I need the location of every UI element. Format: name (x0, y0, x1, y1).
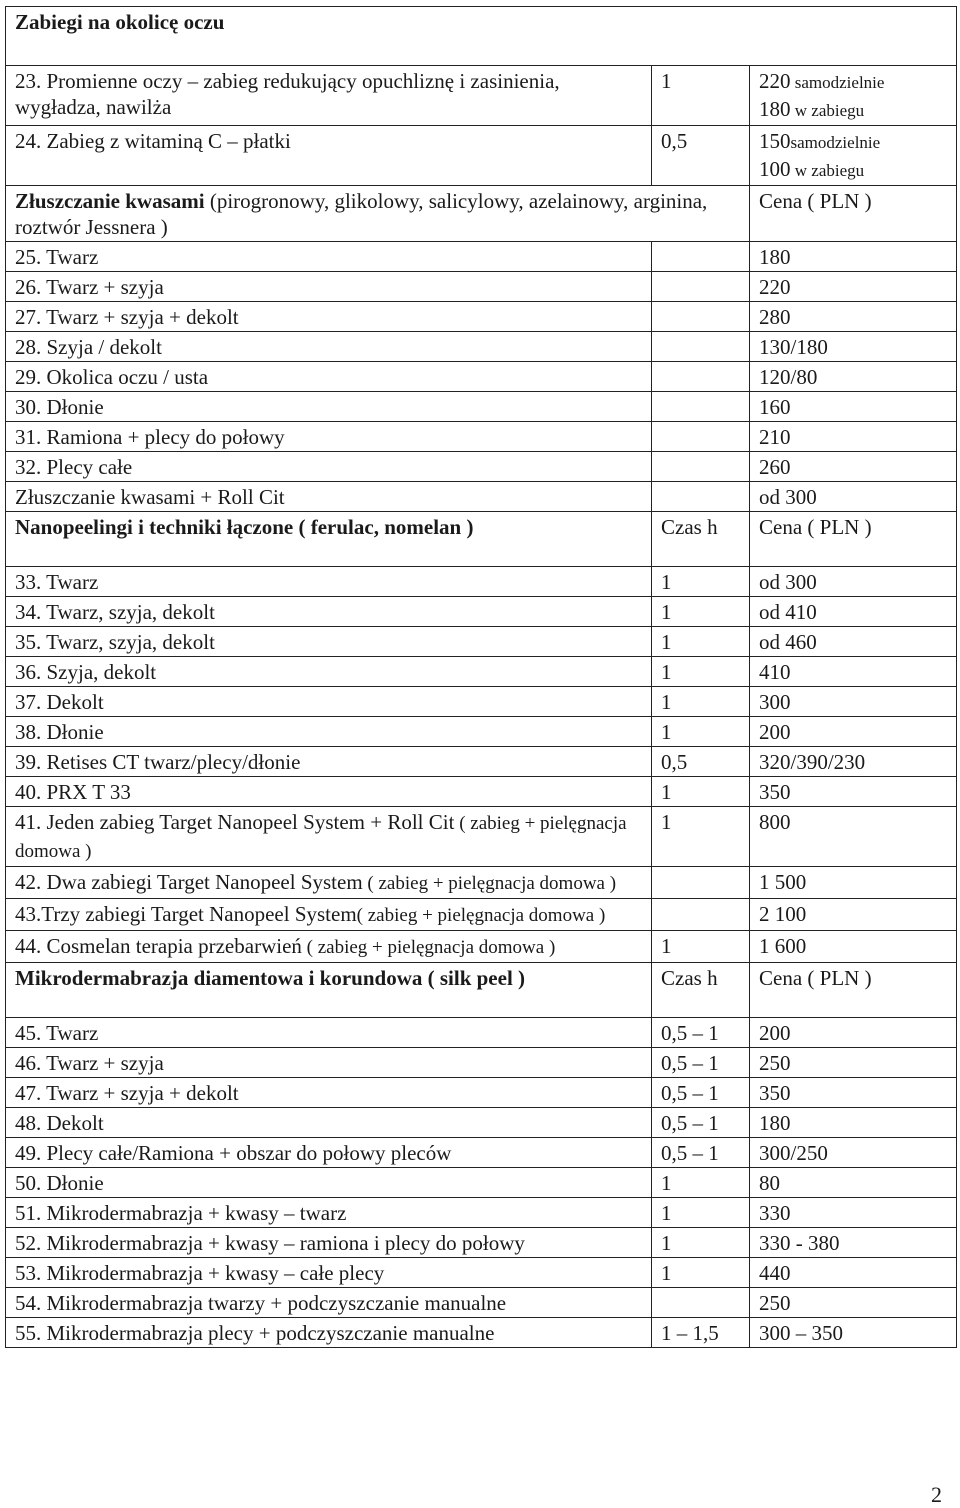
treatment-title: 41. Jeden zabieg Target Nanopeel System + Roll Cit (15, 810, 455, 834)
treatment-price: 320/390/230 (750, 747, 957, 777)
treatment-price: 300/250 (750, 1138, 957, 1168)
treatment-time: 1 (652, 931, 750, 963)
treatment-price (750, 126, 957, 186)
section-header-row (6, 7, 957, 66)
treatment-time: 1 (652, 807, 750, 867)
treatment-name: 35. Twarz, szyja, dekolt (6, 627, 652, 657)
treatment-time: 1 (652, 717, 750, 747)
table-row (6, 242, 957, 272)
nano-section (6, 512, 957, 807)
treatment-time: 0,5 (652, 747, 750, 777)
treatment-name: 36. Szyja, dekolt (6, 657, 652, 687)
table-row (6, 1258, 957, 1288)
treatment-price: 330 (750, 1198, 957, 1228)
treatment-price: 2 100 (750, 899, 957, 931)
table-row (6, 1138, 957, 1168)
treatment-name: 26. Twarz + szyja (6, 272, 652, 302)
section-header-row (6, 963, 957, 1018)
price-header: Cena ( PLN ) (750, 963, 957, 1018)
treatment-name: 33. Twarz (6, 567, 652, 597)
price-list-body (6, 7, 957, 186)
treatment-time (652, 242, 750, 272)
table-row (6, 482, 957, 512)
treatment-price: 1 600 (750, 931, 957, 963)
treatment-price: 210 (750, 422, 957, 452)
treatment-title: 44. Cosmelan terapia przebarwień (15, 934, 302, 958)
price-main: 150 (759, 129, 791, 153)
table-row (6, 362, 957, 392)
price-alt: 100 (759, 157, 791, 181)
section-title-acids (6, 186, 750, 242)
treatment-price: 350 (750, 777, 957, 807)
treatment-time: 1 (652, 1228, 750, 1258)
table-row (6, 1318, 957, 1348)
treatment-time (652, 422, 750, 452)
price-alt-note: w zabiegu (790, 101, 865, 120)
treatment-name: 39. Retises CT twarz/plecy/dłonie (6, 747, 652, 777)
table-row (6, 687, 957, 717)
treatment-name: 47. Twarz + szyja + dekolt (6, 1078, 652, 1108)
treatment-price: od 300 (750, 482, 957, 512)
treatment-time: 1 – 1,5 (652, 1318, 750, 1348)
time-header: Czas h (652, 963, 750, 1018)
table-row (6, 597, 957, 627)
treatment-price: 200 (750, 717, 957, 747)
treatment-time: 1 (652, 657, 750, 687)
treatment-note: ( zabieg + pielęgnacja domowa ) (301, 937, 556, 958)
treatment-price: 250 (750, 1288, 957, 1318)
treatment-time: 1 (652, 627, 750, 657)
table-row (6, 657, 957, 687)
treatment-name (6, 867, 652, 899)
price-main: 220 (759, 69, 791, 93)
treatment-time: 1 (652, 567, 750, 597)
table-row (6, 392, 957, 422)
section-header-row (6, 512, 957, 567)
table-row (6, 1108, 957, 1138)
micro-section (6, 963, 957, 1348)
treatment-price: 200 (750, 1018, 957, 1048)
price-list-table (5, 6, 957, 1348)
treatment-time (652, 332, 750, 362)
treatment-name: 28. Szyja / dekolt (6, 332, 652, 362)
treatment-time: 1 (652, 66, 750, 126)
treatment-price: 330 - 380 (750, 1228, 957, 1258)
section-header-row (6, 186, 957, 242)
treatment-price: 180 (750, 1108, 957, 1138)
section-title-nano: Nanopeelingi i techniki łączone ( ferulac, nomelan ) (6, 512, 652, 567)
table-row (6, 867, 957, 899)
treatment-name: 25. Twarz (6, 242, 652, 272)
treatment-name: 38. Dłonie (6, 717, 652, 747)
treatment-price: od 410 (750, 597, 957, 627)
treatment-price: 180 (750, 242, 957, 272)
treatment-time: 1 (652, 1168, 750, 1198)
treatment-price: 300 (750, 687, 957, 717)
treatment-price: 410 (750, 657, 957, 687)
page-number: 2 (931, 1482, 942, 1507)
table-row (6, 931, 957, 963)
treatment-title: 42. Dwa zabiegi Target Nanopeel System (15, 870, 363, 894)
treatment-name: 27. Twarz + szyja + dekolt (6, 302, 652, 332)
price-header: Cena ( PLN ) (750, 186, 957, 242)
treatment-name: 50. Dłonie (6, 1168, 652, 1198)
treatment-time (652, 899, 750, 931)
table-row (6, 1018, 957, 1048)
section-title-micro: Mikrodermabrazja diamentowa i korundowa ( silk peel ) (6, 963, 652, 1018)
price-main-note: samodzielnie (790, 73, 885, 92)
treatment-note: ( zabieg + pielęgnacja domowa ) (362, 873, 617, 894)
time-header: Czas h (652, 512, 750, 567)
treatment-price: od 300 (750, 567, 957, 597)
treatment-name: 48. Dekolt (6, 1108, 652, 1138)
treatment-price: 160 (750, 392, 957, 422)
treatment-time: 0,5 – 1 (652, 1048, 750, 1078)
acids-section (6, 186, 957, 512)
table-row (6, 627, 957, 657)
treatment-name: 29. Okolica oczu / usta (6, 362, 652, 392)
treatment-price: 800 (750, 807, 957, 867)
price-alt-note: w zabiegu (790, 161, 865, 180)
treatment-note: ( zabieg + pielęgnacja domowa ) (15, 813, 627, 862)
treatment-time: 0,5 – 1 (652, 1018, 750, 1048)
treatment-name: 53. Mikrodermabrazja + kwasy – całe plecy (6, 1258, 652, 1288)
treatment-time: 0,5 – 1 (652, 1138, 750, 1168)
table-row (6, 777, 957, 807)
table-row (6, 452, 957, 482)
treatment-name: 32. Plecy całe (6, 452, 652, 482)
treatment-name: 37. Dekolt (6, 687, 652, 717)
treatment-name: 30. Dłonie (6, 392, 652, 422)
table-row (6, 899, 957, 931)
treatment-price: od 460 (750, 627, 957, 657)
table-row (6, 747, 957, 777)
treatment-name: 49. Plecy całe/Ramiona + obszar do połowy pleców (6, 1138, 652, 1168)
table-row (6, 332, 957, 362)
price-alt: 180 (759, 97, 791, 121)
treatment-price: 120/80 (750, 362, 957, 392)
treatment-name: 40. PRX T 33 (6, 777, 652, 807)
treatment-time (652, 392, 750, 422)
table-row (6, 126, 957, 186)
table-row (6, 567, 957, 597)
treatment-price: 350 (750, 1078, 957, 1108)
treatment-price: 250 (750, 1048, 957, 1078)
treatment-time (652, 1288, 750, 1318)
treatment-name: 54. Mikrodermabrazja twarzy + podczyszczanie manualne (6, 1288, 652, 1318)
price-header: Cena ( PLN ) (750, 512, 957, 567)
treatment-name: 34. Twarz, szyja, dekolt (6, 597, 652, 627)
treatment-name: 52. Mikrodermabrazja + kwasy – ramiona i plecy do połowy (6, 1228, 652, 1258)
price-main-note: samodzielnie (790, 133, 881, 152)
section-title-acids-main: Złuszczanie kwasami (15, 189, 205, 213)
table-row (6, 1198, 957, 1228)
treatment-time (652, 362, 750, 392)
table-row (6, 302, 957, 332)
treatment-time: 1 (652, 687, 750, 717)
table-row (6, 1048, 957, 1078)
treatment-time (652, 302, 750, 332)
treatment-time: 1 (652, 1258, 750, 1288)
table-row (6, 422, 957, 452)
treatment-name: 55. Mikrodermabrazja plecy + podczyszczanie manualne (6, 1318, 652, 1348)
treatment-note: ( zabieg + pielęgnacja domowa ) (356, 905, 606, 926)
treatment-name: 46. Twarz + szyja (6, 1048, 652, 1078)
treatment-time: 1 (652, 1198, 750, 1228)
table-row (6, 1078, 957, 1108)
treatment-time (652, 452, 750, 482)
treatment-name: Złuszczanie kwasami + Roll Cit (6, 482, 652, 512)
treatment-name: 51. Mikrodermabrazja + kwasy – twarz (6, 1198, 652, 1228)
nano-long-section (6, 807, 957, 963)
treatment-name: 23. Promienne oczy – zabieg redukujący opuchliznę i zasinienia, wygładza, nawilża (6, 66, 652, 126)
treatment-time (652, 482, 750, 512)
treatment-time: 0,5 (652, 126, 750, 186)
treatment-price: 130/180 (750, 332, 957, 362)
treatment-price: 80 (750, 1168, 957, 1198)
table-row (6, 717, 957, 747)
treatment-time: 0,5 – 1 (652, 1078, 750, 1108)
table-row (6, 1228, 957, 1258)
section-title-acids-detail: (pirogronowy, glikolowy, salicylowy, azelainowy, arginina, roztwór Jessnera ) (15, 189, 708, 239)
treatment-name: 45. Twarz (6, 1018, 652, 1048)
treatment-price: 300 – 350 (750, 1318, 957, 1348)
table-row (6, 1288, 957, 1318)
treatment-title: 43.Trzy zabiegi Target Nanopeel System (15, 902, 357, 926)
treatment-price (750, 66, 957, 126)
treatment-time: 1 (652, 777, 750, 807)
table-row (6, 66, 957, 126)
treatment-price: 260 (750, 452, 957, 482)
treatment-time (652, 867, 750, 899)
table-row (6, 1168, 957, 1198)
section-title-eye: Zabiegi na okolicę oczu (6, 7, 957, 66)
treatment-price: 440 (750, 1258, 957, 1288)
treatment-time: 1 (652, 597, 750, 627)
treatment-name: 24. Zabieg z witaminą C – płatki (6, 126, 652, 186)
treatment-name (6, 931, 652, 963)
treatment-time: 0,5 – 1 (652, 1108, 750, 1138)
treatment-name (6, 807, 652, 867)
treatment-price: 220 (750, 272, 957, 302)
table-row (6, 272, 957, 302)
treatment-price: 280 (750, 302, 957, 332)
treatment-name (6, 899, 652, 931)
table-row (6, 807, 957, 867)
treatment-name: 31. Ramiona + plecy do połowy (6, 422, 652, 452)
treatment-price: 1 500 (750, 867, 957, 899)
treatment-time (652, 272, 750, 302)
